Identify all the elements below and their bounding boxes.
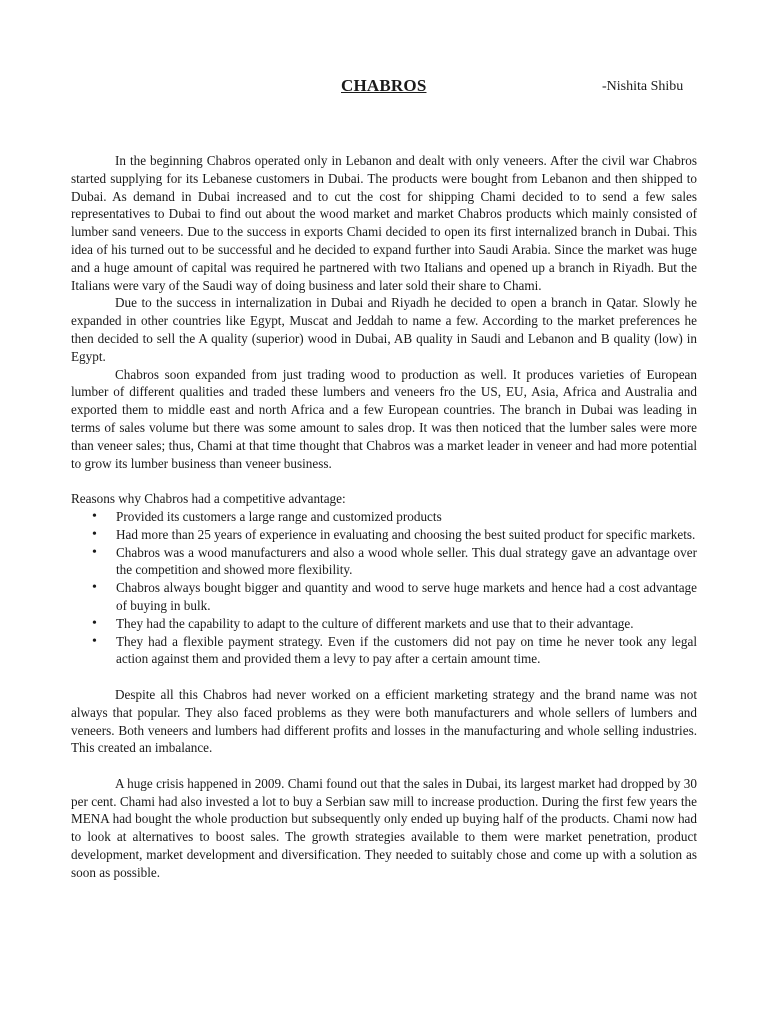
advantages-list — [71, 508, 697, 668]
advantages-heading: Reasons why Chabros had a competitive advantage: — [71, 491, 346, 507]
paragraph-marketing: Despite all this Chabros had never worked on a efficient marketing strategy and the brand name was not always that popular. They also faced problems as they were both manufacturers and whole sellers of lumbers and veneers. Both veneers and lumbers had different profits and losses in the manufacturing and whole selling industries. This created an imbalance. — [71, 686, 697, 756]
list-item: • They had the capability to adapt to the culture of different markets and use that to their advantage. — [71, 615, 697, 633]
list-item: • They had a flexible payment strategy. Even if the customers did not pay on time he never took any legal action against them and provided them a levy to pay after a certain amount time. — [71, 633, 697, 669]
document-author: -Nishita Shibu — [602, 79, 684, 94]
list-item: • Chabros always bought bigger and quantity and wood to serve huge markets and hence had a cost advantage of buying in bulk. — [71, 579, 697, 615]
list-item: • Had more than 25 years of experience in evaluating and choosing the best suited product for specific markets. — [71, 526, 697, 544]
list-item: • Chabros was a wood manufacturers and also a wood whole seller. This dual strategy gave an advantage over the competition and showed more flexibility. — [71, 544, 697, 580]
paragraph-crisis: A huge crisis happened in 2009. Chami found out that the sales in Dubai, its largest market had dropped by 30 per cent. Chami had also invested a lot to buy a Serbian saw mill to increase production. During the first few years the MENA had bought the whole production but subsequently only ended up buying half of the products. Chami now had to look at alternatives to boost sales. The growth strategies available to them were market penetration, product development, market development and diversification. They needed to suitably chose and come up with a solution as soon as possible. — [71, 775, 697, 880]
document-title: CHABROS — [341, 76, 427, 95]
document-body — [71, 152, 697, 882]
paragraph-expansion: Chabros soon expanded from just trading wood to production as well. It produces varieties of European lumber of different qualities and traded these lumbers and veneers fro the US, EU, Asia, Africa and Australia and exported them to middle east and north Africa and a few European countries. The branch in Dubai was leading in terms of sales volume but there was some amount to sales drop. It was then noticed that the lumber sales were more than veneer sales; thus, Chami at that time thought that Chabros was a market leader in veneer and had more potential to grow its lumber business than veneer business. — [71, 366, 697, 471]
list-item: • Provided its customers a large range and customized products — [71, 508, 697, 526]
paragraph-internalization: Due to the success in internalization in Dubai and Riyadh he decided to open a branch in Qatar. Slowly he expanded in other countries like Egypt, Muscat and Jeddah to name a few. According to the market preferences he then decided to sell the A quality (superior) wood in Dubai, AB quality in Saudi and Lebanon and B quality (low) in Egypt. — [71, 295, 697, 364]
paragraph-beginning: In the beginning Chabros operated only in Lebanon and dealt with only veneers. After the civil war Chabros started supplying for its Lebanese customers in Dubai. The products were bought from Lebanon and then shipped to Dubai. As demand in Dubai increased and to cut the cost for shipping Chami decided to to send a few sales representatives to Dubai to find out about the wood market and market Chabros products which mainly consisted of lumber sand veneers. Due to the success in exports Chami decided to open its first internalized branch in Dubai. This idea of his turned out to be successful and he decided to expand further into Saudi Arabia. Since the market was huge and a huge amount of capital was required he partnered with two Italians and opened up a branch in Riyadh. But the Italians were vary of the Saudi way of doing business and later sold their share to Chami. — [71, 153, 697, 293]
